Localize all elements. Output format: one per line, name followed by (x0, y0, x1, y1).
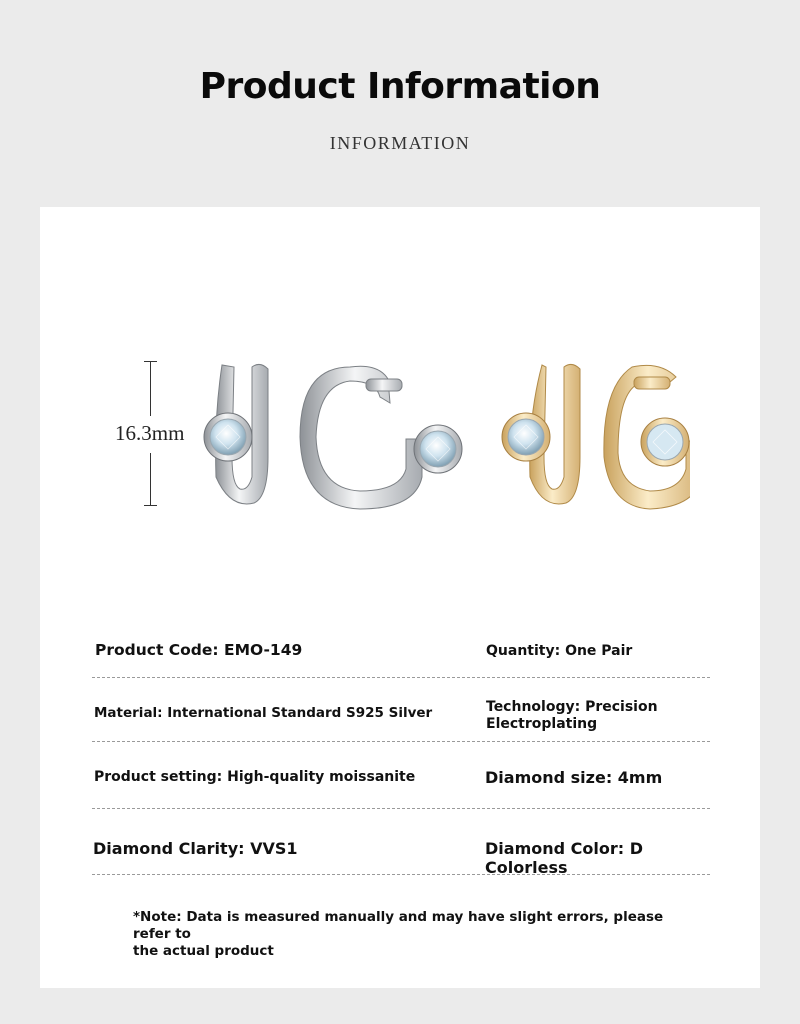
disclaimer-line1: *Note: Data is measured manually and may have slight errors, please refer to (133, 909, 664, 942)
earrings-product-image (190, 357, 690, 517)
spec-color: Diamond Color: D Colorless (485, 839, 643, 877)
spec-technology (486, 699, 658, 733)
disclaimer-note (133, 909, 693, 960)
disclaimer-line2: the actual product (133, 943, 274, 959)
dimension-bottom-tick (144, 505, 157, 506)
gold-earring-front (502, 364, 580, 504)
spec-setting: Product setting: High-quality moissanite (94, 769, 416, 785)
spec-diamond-size: Diamond size: 4mm (485, 768, 663, 787)
page-subtitle: INFORMATION (329, 133, 471, 153)
spec-technology-line1: Technology: Precision (486, 699, 658, 715)
silver-earring-side (300, 366, 462, 509)
page-title: Product Information (199, 66, 601, 107)
dimension-label: 16.3mm (115, 421, 185, 445)
silver-earring-front (204, 364, 268, 504)
spec-clarity: Diamond Clarity: VVS1 (93, 839, 298, 858)
spec-row-2 (92, 677, 710, 742)
info-card (40, 207, 760, 988)
spec-product-code: Product Code: EMO-149 (95, 641, 303, 659)
spec-row-4 (92, 808, 710, 875)
spec-technology-line2: Electroplating (486, 716, 598, 732)
spec-quantity: Quantity: One Pair (486, 643, 633, 659)
spec-row-3 (92, 741, 710, 809)
spec-material: Material: International Standard S925 Silver (94, 705, 433, 721)
dimension-line-top (150, 361, 151, 416)
gold-earring-side-stone (635, 412, 695, 472)
dimension-line-bottom (150, 453, 151, 505)
spec-row-1 (92, 623, 710, 678)
